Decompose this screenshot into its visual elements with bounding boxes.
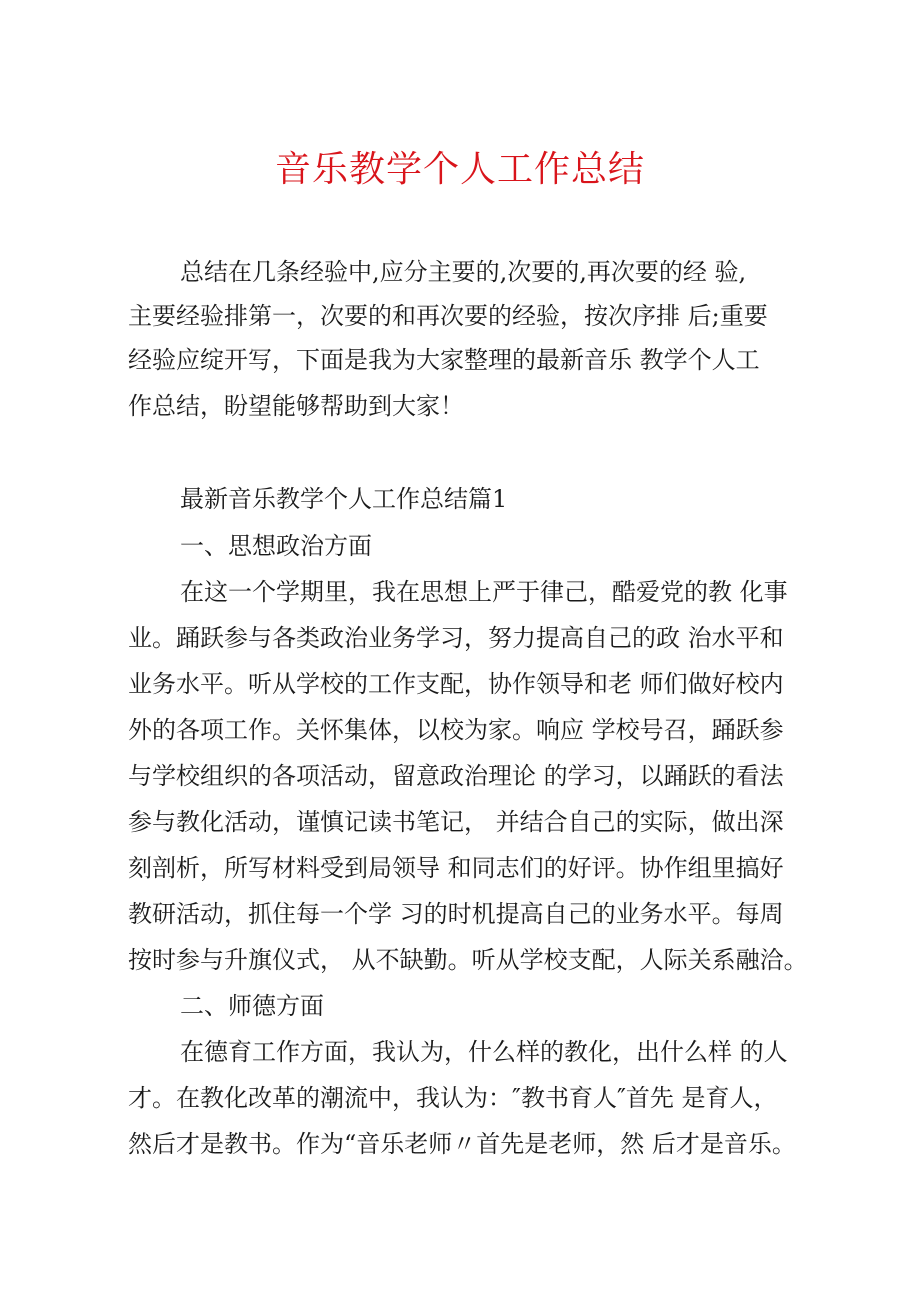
para-1-line-1: 在这一个学期里，我在思想上严于律己，酷爱党的教 化事 xyxy=(180,578,788,606)
para-1-line-3: 业务水平。听从学校的工作支配，协作领导和老 师们做好校内 xyxy=(128,670,784,698)
document-title: 音乐教学个人工作总结 xyxy=(274,149,645,190)
para-1-line-5: 与学校组织的各项活动，留意政治理论 的学习，以踊跃的看法 xyxy=(128,762,784,790)
para-1-line-2: 业。踊跃参与各类政治业务学习，努力提高自己的政 治水平和 xyxy=(128,624,784,652)
section-title: 最新音乐教学个人工作总结篇1 xyxy=(180,485,508,513)
para-2-line-1: 在德育工作方面，我认为，什么样的教化，出什么样 的人 xyxy=(180,1038,788,1066)
intro-line-1: 总结在几条经验中,应分主要的,次要的,再次要的经 验, xyxy=(180,258,747,286)
intro-line-4: 作总结，盼望能够帮助到大家！ xyxy=(128,392,464,420)
heading-1: 一、思想政治方面 xyxy=(180,532,372,560)
para-2-line-2: 才。在教化改革的潮流中，我认为：″教书育人″首先 是育人， xyxy=(128,1084,778,1112)
para-1-line-7: 刻剖析，所写材料受到局领导 和同志们的好评。协作组里搞好 xyxy=(128,854,784,882)
para-2-line-3: 然后才是教书。作为“音乐老师〃首先是老师，然 后才是音乐。 xyxy=(128,1130,796,1158)
intro-line-2: 主要经验排第一，次要的和再次要的经验，按次序排 后;重要 xyxy=(128,302,768,330)
heading-2: 二、师德方面 xyxy=(180,992,324,1020)
para-1-line-4: 外的各项工作。关怀集体，以校为家。响应 学校号召，踊跃参 xyxy=(128,716,784,744)
intro-line-3: 经验应绽开写，下面是我为大家整理的最新音乐 教学个人工 xyxy=(128,346,760,374)
para-1-line-9: 按时参与升旗仪式， 从不缺勤。听从学校支配，人际关系融洽。 xyxy=(128,946,808,974)
para-1-line-8: 教研活动，抓住每一个学 习的时机提高自己的业务水平。每周 xyxy=(128,900,784,928)
para-1-line-6: 参与教化活动，谨慎记读书笔记， 并结合自己的实际，做出深 xyxy=(128,808,784,836)
